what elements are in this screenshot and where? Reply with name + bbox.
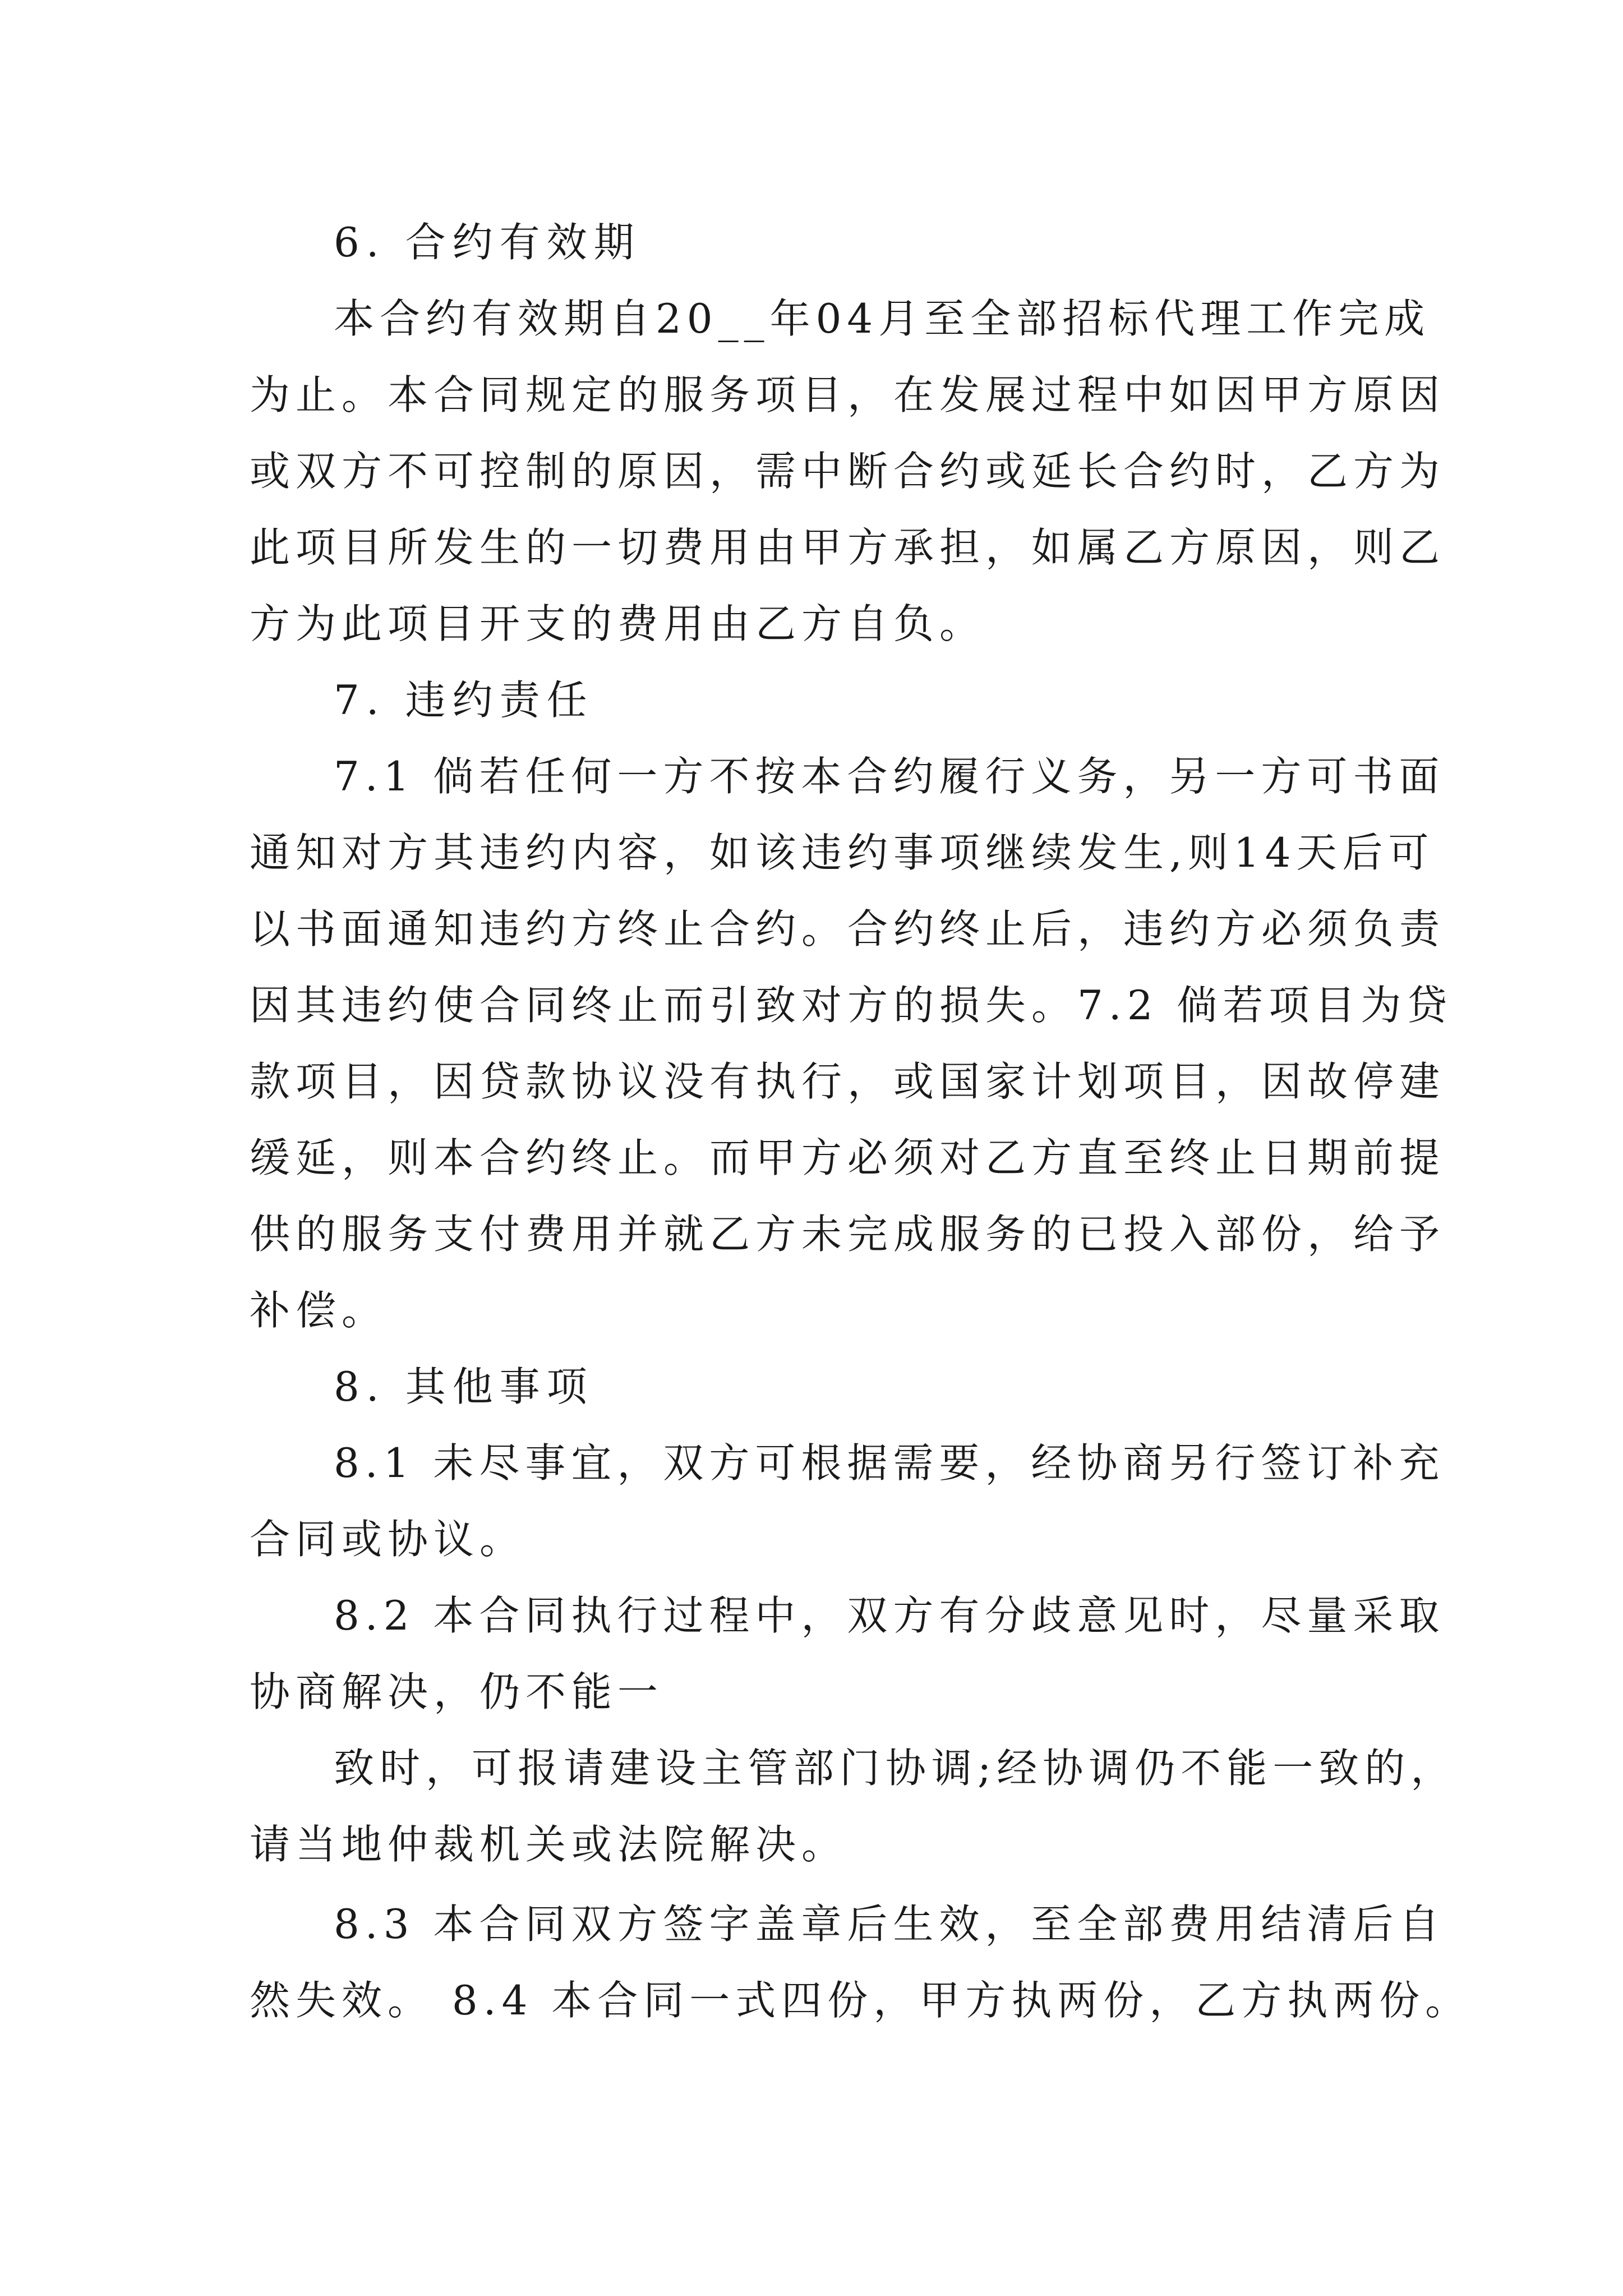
paragraph-line: 缓延，则本合约终止。而甲方必须对乙方直至终止日期前提 — [250, 1134, 1446, 1181]
paragraph-line: 8.3 本合同双方签字盖章后生效，至全部费用结清后自 — [334, 1901, 1445, 1948]
paragraph-line: 请当地仲裁机关或法院解决。 — [250, 1821, 848, 1868]
paragraph-line: 款项目，因贷款协议没有执行，或国家计划项目，因故停建 — [250, 1058, 1446, 1105]
paragraph-line: 通知对方其违约内容，如该违约事项继续发生,则14天后可 — [250, 829, 1435, 876]
section-heading-6: 6. 合约有效期 — [334, 219, 641, 266]
paragraph-line: 本合约有效期自20__年04月至全部招标代理工作完成 — [334, 295, 1431, 342]
section-heading-7: 7. 违约责任 — [334, 677, 594, 724]
paragraph-line: 因其违约使合同终止而引致对方的损失。7.2 倘若项目为贷 — [250, 982, 1453, 1029]
section-heading-8: 8. 其他事项 — [334, 1363, 594, 1410]
paragraph-line: 或双方不可控制的原因，需中断合约或延长合约时，乙方为 — [250, 448, 1446, 495]
paragraph-line: 协商解决，仍不能一 — [250, 1668, 664, 1715]
paragraph-line: 然失效。 8.4 本合同一式四份，甲方执两份，乙方执两份。 — [250, 1977, 1472, 2024]
paragraph-line: 致时，可报请建设主管部门协调;经协调仍不能一致的， — [334, 1745, 1457, 1792]
paragraph-line: 为止。本合同规定的服务项目，在发展过程中如因甲方原因 — [250, 371, 1446, 418]
paragraph-line: 8.2 本合同执行过程中，双方有分歧意见时，尽量采取 — [334, 1592, 1445, 1639]
paragraph-line: 8.1 未尽事宜，双方可根据需要，经协商另行签订补充 — [334, 1439, 1445, 1487]
paragraph-line: 以书面通知违约方终止合约。合约终止后，违约方必须负责 — [250, 905, 1446, 953]
paragraph-line: 合同或协议。 — [250, 1516, 526, 1563]
paragraph-line: 方为此项目开支的费用由乙方自负。 — [250, 600, 986, 647]
paragraph-line: 供的服务支付费用并就乙方未完成服务的已投入部份，给予 — [250, 1211, 1446, 1258]
paragraph-line: 此项目所发生的一切费用由甲方承担，如属乙方原因，则乙 — [250, 524, 1446, 571]
paragraph-line: 7.1 倘若任何一方不按本合约履行义务，另一方可书面 — [334, 753, 1445, 800]
paragraph-line: 补偿。 — [250, 1287, 388, 1334]
